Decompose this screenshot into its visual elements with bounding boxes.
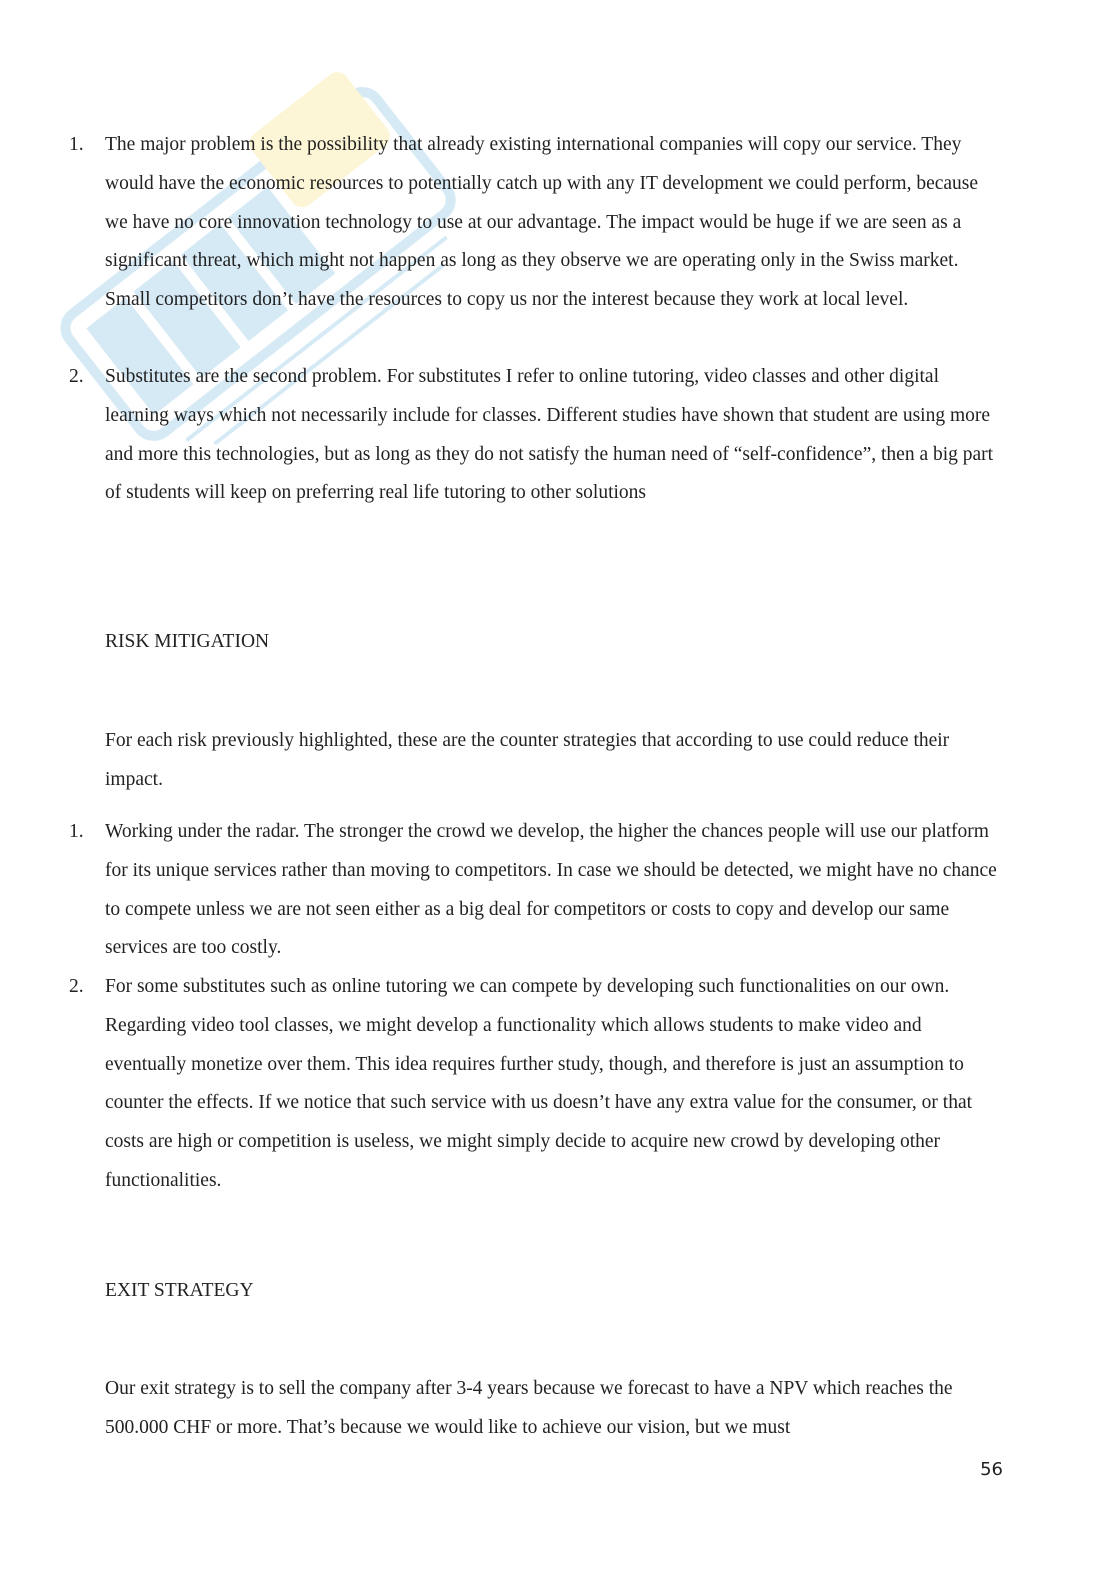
exit-strategy-heading: EXIT STRATEGY (105, 1280, 254, 1301)
mitigation-item-1 (69, 813, 1005, 968)
risk-item-1 (69, 126, 1005, 320)
risk-item-text: Substitutes are the second problem. For substitutes I refer to online tutoring, video classes and other digital learning ways which not necessarily include for classes. Different studies have shown that student are using more and more this technologies, but as long as they do not satisfy the human need of “self-confidence”, then a big part of students will keep on preferring real life tutoring to other solutions (105, 366, 994, 504)
list-number: 2. (69, 976, 84, 997)
mitigation-item-text: Working under the radar. The stronger the crowd we develop, the higher the chances people will use our platform for its unique services rather than moving to competitors. In case we should be detected, we might have no chance to compete unless we are not seen either as a big deal for competitors or costs to copy and develop our same services are too costly. (105, 821, 997, 959)
exit-strategy-text: Our exit strategy is to sell the company after 3-4 years because we forecast to have a NPV which reaches the 500.000 CHF or more. That’s because we would like to achieve our vision, but we must (105, 1378, 953, 1438)
list-number: 1. (69, 821, 84, 842)
list-number: 2. (69, 366, 84, 387)
risk-item-text: The major problem is the possibility that already existing international companies will copy our service. They would have the economic resources to potentially catch up with any IT development we could perform, because we have no core innovation technology to use at our advantage. The impact would be huge if we are seen as a significant threat, which might not happen as long as they observe we are operating only in the Swiss market. Small competitors don’t have the resources to copy us nor the interest because they work at local level. (105, 134, 979, 311)
risk-item-2 (69, 358, 1005, 513)
page-number: 56 (980, 1459, 1003, 1480)
list-number: 1. (69, 134, 84, 155)
mitigation-item-text: For some substitutes such as online tutoring we can compete by developing such functionalities on our own. Regarding video tool classes, we might develop a functionality which allows students to make video and eventually monetize over them. This idea requires further study, though, and therefore is just an assumption to counter the effects. If we notice that such service with us doesn’t have any extra value for the consumer, or that costs are high or competition is useless, we might simply decide to acquire new crowd by developing other functionalities. (105, 976, 973, 1191)
mitigation-item-2 (69, 968, 1005, 1201)
risk-mitigation-heading: RISK MITIGATION (105, 631, 270, 652)
risk-mitigation-intro: For each risk previously highlighted, these are the counter strategies that according to use could reduce their impact. (105, 730, 950, 790)
